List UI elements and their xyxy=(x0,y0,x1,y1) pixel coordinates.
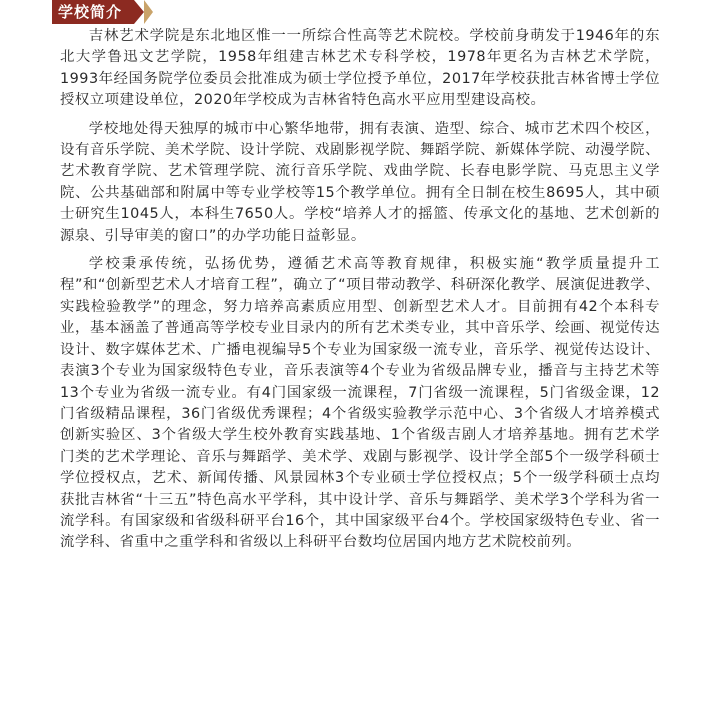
section-header xyxy=(52,0,144,24)
section-title-arrow xyxy=(134,0,144,24)
section-title-accent-stripe xyxy=(144,0,153,24)
paragraph-teaching: 学校秉承传统，弘扬优势，遵循艺术高等教育规律，积极实施“教学质量提升工程”和“创新型艺术人才培育工程”，确立了“项目带动教学、科研深化教学、展演促进教学、实践检验教学”的理念，努力培养高素质应用型、创新型艺术人才。目前拥有42个本科专业，基本涵盖了普通高等学校专业目录内的所有艺术类专业，其中音乐学、绘画、视觉传达设计、数字媒体艺术、广播电视编导5个专业为国家级一流专业，音乐学、视觉传达设计、表演3个专业为国家级特色专业，音乐表演等4个专业为省级品牌专业，播音与主持艺术等13个专业为省级一流专业。有4门国家级一流课程，7门省级一流课程，5门省级金课，12门省级精品课程，36门省级优秀课程；4个省级实验教学示范中心、3个省级人才培养模式创新实验区、3个省级大学生校外教育实践基地、1个省级吉剧人才培养基地。拥有艺术学门类的艺术学理论、音乐与舞蹈学、美术学、戏剧与影视学、设计学全部5个一级学科硕士学位授权点，艺术、新闻传播、风景园林3个专业硕士学位授权点；5个一级学科硕士点均获批吉林省“十三五”特色高水平学科，其中设计学、音乐与舞蹈学、美术学3个学科为省一流学科。有国家级和省级科研平台16个，其中国家级平台4个。学校国家级特色专业、省一流学科、省重中之重学科和省级以上科研平台数均位居国内地方艺术院校前列。 xyxy=(60,256,660,551)
section-title: 学校简介 xyxy=(52,0,134,24)
article-body xyxy=(60,26,660,561)
paragraph-history: 吉林艺术学院是东北地区惟一一所综合性高等艺术院校。学校前身萌发于1946年的东北大学鲁迅文艺学院，1958年组建吉林艺术专科学校，1978年更名为吉林艺术学院，1993年经国务院学位委员会批准成为硕士学位授予单位，2017年学校获批吉林省博士学位授权立项建设单位，2020年学校成为吉林省特色高水平应用型建设高校。 xyxy=(60,28,660,109)
paragraph-campus: 学校地处得天独厚的城市中心繁华地带，拥有表演、造型、综合、城市艺术四个校区，设有音乐学院、美术学院、设计学院、戏剧影视学院、舞蹈学院、新媒体学院、动漫学院、艺术教育学院、艺术管理学院、流行音乐学院、戏曲学院、长春电影学院、马克思主义学院、公共基础部和附属中等专业学校等15个教学单位。拥有全日制在校生8695人，其中硕士研究生1045人，本科生7650人。学校“培养人才的摇篮、传承文化的基地、艺术创新的源泉、引导审美的窗口”的办学功能日益彰显。 xyxy=(60,120,660,244)
